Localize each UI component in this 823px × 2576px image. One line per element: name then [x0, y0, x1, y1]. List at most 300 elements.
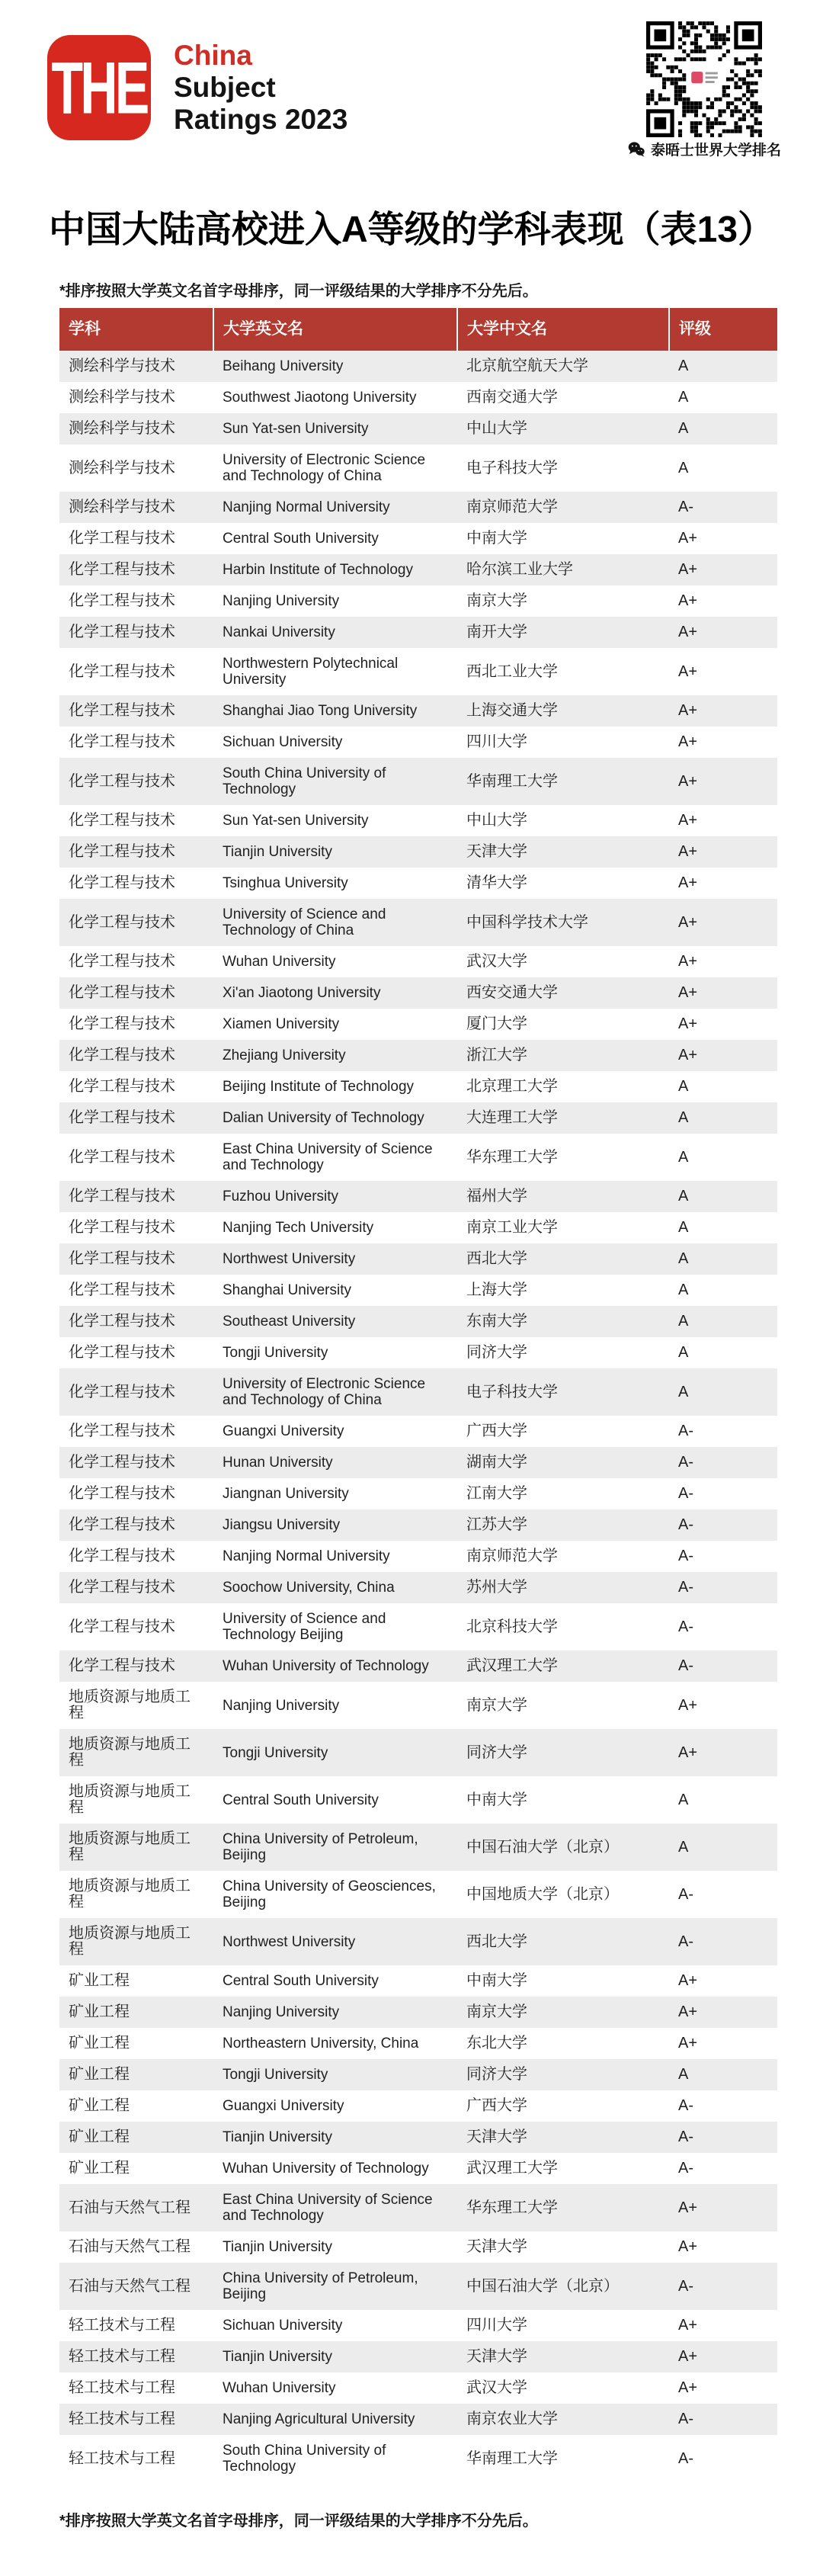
table-row [59, 2310, 777, 2341]
university-zh-cell: 中国石油大学（北京） [466, 1838, 619, 1856]
subject-cell: 化学工程与技术 [69, 1485, 175, 1502]
subject-cell: 化学工程与技术 [69, 1548, 175, 1564]
subject-cell: 石油与天然气工程 [69, 2199, 191, 2216]
subject-cell: 矿业工程 [69, 2003, 130, 2020]
table-row [59, 1275, 777, 1306]
table-row [59, 2153, 777, 2184]
university-en-cell: Sichuan University [223, 2318, 343, 2334]
rating-cell: A+ [678, 624, 698, 640]
table-row [59, 523, 777, 554]
table-row [59, 2028, 777, 2059]
university-en-cell: Sun Yat-sen University [223, 421, 369, 437]
ratings-table [59, 308, 777, 2482]
header [0, 0, 823, 174]
table-row [59, 1509, 777, 1541]
subject-cell: 化学工程与技术 [69, 561, 175, 578]
table-row [59, 1102, 777, 1134]
rating-cell: A- [678, 1423, 693, 1439]
university-en-cell: Wuhan University [223, 2380, 336, 2396]
university-zh-cell: 东南大学 [466, 1313, 527, 1330]
university-en-cell: Sun Yat-sen University [223, 813, 369, 829]
brand-line-subject: Subject [174, 72, 276, 103]
university-en-cell: Central South University [223, 1792, 379, 1808]
table-row [59, 1181, 777, 1212]
rating-cell: A+ [678, 843, 698, 860]
qr-caption [590, 139, 818, 159]
table-row [59, 1729, 777, 1776]
subject-cell: 化学工程与技术 [69, 1383, 175, 1400]
university-en-cell: Hunan University [223, 1455, 333, 1471]
university-en-cell: Southeast University [223, 1314, 356, 1330]
university-zh-cell: 北京航空航天大学 [466, 358, 588, 374]
university-en-cell: Harbin Institute of Technology [223, 562, 413, 578]
university-en-cell: Wuhan University of Technology [223, 2161, 429, 2177]
table-row [59, 2090, 777, 2122]
rating-cell: A [678, 1344, 689, 1361]
university-en-cell: Southwest Jiaotong University [223, 390, 417, 406]
university-en-cell: Sichuan University [223, 734, 343, 750]
table-row [59, 899, 777, 946]
table-row [59, 1243, 777, 1275]
university-zh-cell: 厦门大学 [466, 1015, 527, 1032]
rating-cell: A+ [678, 984, 698, 1001]
subject-cell: 化学工程与技术 [69, 874, 175, 891]
table-row [59, 1776, 777, 1824]
rating-cell: A+ [678, 530, 698, 547]
university-zh-cell: 同济大学 [466, 1744, 527, 1761]
university-zh-cell: 江南大学 [466, 1485, 527, 1502]
university-zh-cell: 苏州大学 [466, 1579, 527, 1596]
subject-cell: 矿业工程 [69, 2128, 130, 2145]
subject-cell: 化学工程与技术 [69, 1219, 175, 1236]
table-row [59, 1009, 777, 1040]
subject-cell: 化学工程与技术 [69, 1579, 175, 1596]
subject-cell: 轻工技术与工程 [69, 2317, 175, 2334]
university-en-cell: University of Electronic Science and Technology of China [223, 452, 426, 484]
subject-cell: 化学工程与技术 [69, 953, 175, 970]
rating-cell: A [678, 1838, 689, 1856]
university-zh-cell: 中山大学 [466, 420, 527, 437]
table-row [59, 1871, 777, 1918]
the-logo-text: THE [51, 47, 147, 129]
university-en-cell: University of Electronic Science and Technology of China [223, 1376, 426, 1408]
table-row [59, 1997, 777, 2028]
qr-caption-text: 泰晤士世界大学排名 [650, 143, 781, 159]
brand-wordmark [174, 40, 347, 136]
table-row [59, 836, 777, 868]
university-en-cell: Shanghai University [223, 1282, 351, 1298]
rating-cell: A- [678, 1885, 693, 1903]
subject-cell: 化学工程与技术 [69, 733, 175, 750]
university-en-cell: East China University of Science and Technology [223, 1141, 433, 1173]
rating-cell: A- [678, 1454, 693, 1471]
university-zh-cell: 同济大学 [466, 1344, 527, 1361]
university-en-cell: Tongji University [223, 1744, 328, 1761]
subject-cell: 化学工程与技术 [69, 984, 175, 1001]
university-zh-cell: 华东理工大学 [466, 2199, 558, 2216]
table-row [59, 1337, 777, 1368]
rating-cell: A [678, 1109, 689, 1126]
subject-cell: 化学工程与技术 [69, 1282, 175, 1298]
table-row [59, 2404, 777, 2435]
rating-cell: A [678, 1383, 689, 1400]
university-zh-cell: 湖南大学 [466, 1454, 527, 1471]
table-row [59, 2341, 777, 2372]
table-row [59, 1447, 777, 1478]
university-zh-cell: 武汉理工大学 [466, 2160, 558, 2177]
university-en-cell: Nanjing Agricultural University [223, 2411, 415, 2427]
subject-cell: 化学工程与技术 [69, 702, 175, 719]
rating-cell: A+ [678, 1696, 698, 1714]
rating-cell: A- [678, 1516, 693, 1533]
university-zh-cell: 北京理工大学 [466, 1078, 558, 1095]
rating-cell: A+ [678, 2379, 698, 2396]
subject-cell: 地质资源与地质工程 [69, 1878, 191, 1910]
table-row [59, 382, 777, 413]
rating-cell: A+ [678, 874, 698, 891]
university-en-cell: Guangxi University [223, 2098, 344, 2114]
rating-cell: A- [678, 1548, 693, 1564]
subject-cell: 轻工技术与工程 [69, 2449, 175, 2467]
table-row [59, 1040, 777, 1071]
rating-cell: A+ [678, 592, 698, 609]
subject-cell: 化学工程与技术 [69, 1313, 175, 1330]
university-zh-cell: 上海大学 [466, 1282, 527, 1298]
rating-cell: A [678, 1078, 689, 1095]
rating-cell: A [678, 2066, 689, 2083]
university-en-cell: Nankai University [223, 624, 335, 640]
university-zh-cell: 四川大学 [466, 2317, 527, 2334]
university-zh-cell: 武汉大学 [466, 2379, 527, 2396]
table-row [59, 1368, 777, 1416]
university-en-cell: Nanjing Normal University [223, 499, 390, 515]
university-en-cell: Nanjing University [223, 593, 340, 609]
university-en-cell: Northwestern Polytechnical University [223, 656, 399, 688]
rating-cell: A [678, 389, 689, 406]
university-en-cell: Wuhan University [223, 954, 336, 970]
table-row [59, 1306, 777, 1337]
subject-cell: 测绘科学与技术 [69, 389, 175, 406]
table-row [59, 2122, 777, 2153]
university-zh-cell: 同济大学 [466, 2066, 527, 2083]
rating-cell: A+ [678, 733, 698, 750]
university-zh-cell: 天津大学 [466, 2238, 527, 2255]
university-en-cell: South China University of Technology [223, 2443, 386, 2475]
subject-cell: 化学工程与技术 [69, 1109, 175, 1126]
subject-cell: 矿业工程 [69, 2160, 130, 2177]
subject-cell: 化学工程与技术 [69, 913, 175, 931]
page-title: 中国大陆高校进入A等级的学科表现（表13） [48, 210, 775, 250]
university-en-cell: Tongji University [223, 1345, 328, 1361]
university-en-cell: Nanjing University [223, 2004, 340, 2020]
rating-cell: A- [678, 2160, 693, 2177]
table-row [59, 2184, 777, 2231]
university-en-cell: China University of Petroleum, Beijing [223, 1831, 418, 1863]
table-row [59, 492, 777, 523]
university-zh-cell: 中国石油大学（北京） [466, 2277, 619, 2295]
subject-cell: 化学工程与技术 [69, 662, 175, 680]
university-zh-cell: 中南大学 [466, 1972, 527, 1989]
subject-cell: 化学工程与技术 [69, 530, 175, 547]
table-row [59, 351, 777, 382]
university-zh-cell: 南京师范大学 [466, 499, 558, 515]
university-zh-cell: 南京工业大学 [466, 1219, 558, 1236]
university-zh-cell: 广西大学 [466, 1423, 527, 1439]
rating-cell: A+ [678, 772, 698, 790]
university-zh-cell: 西安交通大学 [466, 984, 558, 1001]
subject-cell: 轻工技术与工程 [69, 2379, 175, 2396]
subject-cell: 化学工程与技术 [69, 1454, 175, 1471]
table-row [59, 695, 777, 727]
university-zh-cell: 电子科技大学 [466, 1383, 558, 1400]
university-zh-cell: 天津大学 [466, 2348, 527, 2365]
qr-code [646, 21, 762, 137]
rating-cell: A [678, 358, 689, 374]
table-row [59, 1918, 777, 1965]
subject-cell: 化学工程与技术 [69, 1015, 175, 1032]
table-row [59, 1212, 777, 1243]
university-en-cell: Tongji University [223, 2067, 328, 2083]
rating-cell: A- [678, 2411, 693, 2427]
wechat-icon [627, 140, 645, 159]
rating-cell: A [678, 1791, 689, 1808]
university-zh-cell: 西北大学 [466, 1933, 527, 1950]
university-zh-cell: 华南理工大学 [466, 2449, 558, 2467]
subject-cell: 化学工程与技术 [69, 1344, 175, 1361]
table-row [59, 1541, 777, 1572]
column-header-subject: 学科 [59, 308, 213, 351]
university-en-cell: Jiangsu University [223, 1517, 341, 1533]
brand-line-ratings: Ratings 2023 [174, 104, 348, 135]
university-zh-cell: 哈尔滨工业大学 [466, 561, 573, 578]
the-logo [47, 35, 151, 140]
table-row [59, 758, 777, 805]
university-zh-cell: 福州大学 [466, 1188, 527, 1205]
university-en-cell: Tianjin University [223, 2349, 332, 2365]
table-row [59, 1651, 777, 1682]
table-row [59, 2263, 777, 2310]
rating-cell: A+ [678, 2003, 698, 2020]
subject-cell: 化学工程与技术 [69, 1047, 175, 1063]
table-row [59, 1071, 777, 1102]
subject-cell: 测绘科学与技术 [69, 459, 175, 476]
subject-cell: 石油与天然气工程 [69, 2238, 191, 2255]
university-zh-cell: 北京科技大学 [466, 1618, 558, 1635]
rating-cell: A [678, 459, 689, 476]
university-zh-cell: 武汉理工大学 [466, 1657, 558, 1674]
subject-cell: 地质资源与地质工程 [69, 1736, 191, 1769]
rating-cell: A+ [678, 1744, 698, 1761]
university-zh-cell: 中国科学技术大学 [466, 913, 588, 931]
university-zh-cell: 中国地质大学（北京） [466, 1885, 619, 1903]
rating-cell: A+ [678, 1047, 698, 1063]
rating-cell: A+ [678, 702, 698, 719]
university-en-cell: Guangxi University [223, 1423, 344, 1439]
university-en-cell: Northwest University [223, 1933, 356, 1950]
university-en-cell: Tianjin University [223, 844, 332, 860]
subject-cell: 化学工程与技术 [69, 624, 175, 640]
university-zh-cell: 南京大学 [466, 592, 527, 609]
rating-cell: A [678, 1313, 689, 1330]
subject-cell: 矿业工程 [69, 2035, 130, 2051]
table-row [59, 617, 777, 648]
rating-cell: A [678, 1219, 689, 1236]
university-zh-cell: 华南理工大学 [466, 772, 558, 790]
university-en-cell: Zhejiang University [223, 1047, 346, 1063]
table-row [59, 413, 777, 444]
table-row [59, 444, 777, 492]
subject-cell: 化学工程与技术 [69, 1078, 175, 1095]
subject-cell: 地质资源与地质工程 [69, 1689, 191, 1721]
rating-cell: A+ [678, 561, 698, 578]
university-en-cell: Wuhan University of Technology [223, 1658, 429, 1674]
rating-cell: A+ [678, 953, 698, 970]
rating-cell: A- [678, 1657, 693, 1674]
table-row [59, 554, 777, 585]
subject-cell: 矿业工程 [69, 2066, 130, 2083]
university-zh-cell: 南开大学 [466, 624, 527, 640]
table-row [59, 2059, 777, 2090]
rating-cell: A+ [678, 2348, 698, 2365]
table-row [59, 1682, 777, 1729]
table-header-row [59, 308, 777, 351]
subject-cell: 石油与天然气工程 [69, 2277, 191, 2295]
university-zh-cell: 南京农业大学 [466, 2411, 558, 2427]
subject-cell: 化学工程与技术 [69, 843, 175, 860]
sort-note-bottom: *排序按照大学英文名首字母排序，同一评级结果的大学排序不分先后。 [59, 2513, 538, 2529]
university-zh-cell: 南京大学 [466, 1696, 527, 1714]
subject-cell: 化学工程与技术 [69, 1250, 175, 1267]
university-en-cell: Beijing Institute of Technology [223, 1079, 415, 1095]
column-header-university-en: 大学英文名 [213, 308, 457, 351]
university-zh-cell: 上海交通大学 [466, 702, 558, 719]
university-zh-cell: 武汉大学 [466, 953, 527, 970]
rating-cell: A+ [678, 1972, 698, 1989]
university-zh-cell: 中南大学 [466, 1791, 527, 1808]
subject-cell: 化学工程与技术 [69, 812, 175, 829]
table-row [59, 1824, 777, 1871]
rating-cell: A [678, 1148, 689, 1166]
university-en-cell: Dalian University of Technology [223, 1110, 424, 1126]
rating-cell: A- [678, 2449, 693, 2467]
subject-cell: 矿业工程 [69, 1972, 130, 1989]
rating-cell: A+ [678, 2199, 698, 2216]
rating-cell: A- [678, 499, 693, 515]
rating-cell: A- [678, 1933, 693, 1950]
university-en-cell: University of Science and Technology Beijing [223, 1611, 386, 1643]
subject-cell: 测绘科学与技术 [69, 420, 175, 437]
subject-cell: 化学工程与技术 [69, 1188, 175, 1205]
rating-cell: A+ [678, 2238, 698, 2255]
university-zh-cell: 南京师范大学 [466, 1548, 558, 1564]
subject-cell: 测绘科学与技术 [69, 358, 175, 374]
rating-cell: A+ [678, 662, 698, 680]
table-row [59, 1478, 777, 1509]
subject-cell: 地质资源与地质工程 [69, 1925, 191, 1958]
university-en-cell: Nanjing University [223, 1697, 340, 1714]
university-en-cell: Tsinghua University [223, 875, 348, 891]
rating-cell: A+ [678, 2035, 698, 2051]
subject-cell: 地质资源与地质工程 [69, 1783, 191, 1816]
subject-cell: 化学工程与技术 [69, 1148, 175, 1166]
university-en-cell: Xiamen University [223, 1016, 340, 1032]
university-en-cell: China University of Geosciences, Beijing [223, 1878, 436, 1910]
university-zh-cell: 南京大学 [466, 2003, 527, 2020]
subject-cell: 轻工技术与工程 [69, 2348, 175, 2365]
university-en-cell: Central South University [223, 531, 379, 547]
university-zh-cell: 浙江大学 [466, 1047, 527, 1063]
university-en-cell: Xi'an Jiaotong University [223, 985, 381, 1001]
rating-cell: A [678, 1282, 689, 1298]
table-row [59, 946, 777, 977]
subject-cell: 化学工程与技术 [69, 772, 175, 790]
university-zh-cell: 广西大学 [466, 2097, 527, 2114]
university-zh-cell: 西北工业大学 [466, 662, 558, 680]
rating-cell: A- [678, 2277, 693, 2295]
table-row [59, 2435, 777, 2482]
table-row [59, 727, 777, 758]
university-zh-cell: 东北大学 [466, 2035, 527, 2051]
table-row [59, 1572, 777, 1603]
university-zh-cell: 华东理工大学 [466, 1148, 558, 1166]
subject-cell: 化学工程与技术 [69, 592, 175, 609]
university-zh-cell: 天津大学 [466, 843, 527, 860]
university-zh-cell: 大连理工大学 [466, 1109, 558, 1126]
university-en-cell: China University of Petroleum, Beijing [223, 2270, 418, 2302]
column-header-rating: 评级 [669, 308, 777, 351]
university-en-cell: University of Science and Technology of China [223, 906, 386, 938]
rating-cell: A+ [678, 1015, 698, 1032]
column-header-university-zh: 大学中文名 [457, 308, 669, 351]
university-en-cell: Nanjing Normal University [223, 1548, 390, 1564]
table-row [59, 977, 777, 1009]
university-zh-cell: 天津大学 [466, 2128, 527, 2145]
sort-note-top: *排序按照大学英文名首字母排序，同一评级结果的大学排序不分先后。 [59, 283, 538, 300]
university-zh-cell: 中山大学 [466, 812, 527, 829]
university-en-cell: Northeastern University, China [223, 2035, 419, 2051]
subject-cell: 化学工程与技术 [69, 1618, 175, 1635]
university-zh-cell: 西北大学 [466, 1250, 527, 1267]
rating-cell: A- [678, 2097, 693, 2114]
university-zh-cell: 西南交通大学 [466, 389, 558, 406]
university-en-cell: South China University of Technology [223, 765, 386, 797]
table-row [59, 1416, 777, 1447]
rating-cell: A [678, 420, 689, 437]
university-en-cell: Jiangnan University [223, 1486, 349, 1502]
rating-cell: A [678, 1250, 689, 1267]
university-zh-cell: 电子科技大学 [466, 459, 558, 476]
subject-cell: 化学工程与技术 [69, 1516, 175, 1533]
rating-cell: A- [678, 1485, 693, 1502]
brand-line-china: China [174, 40, 252, 71]
subject-cell: 测绘科学与技术 [69, 499, 175, 515]
university-zh-cell: 清华大学 [466, 874, 527, 891]
subject-cell: 化学工程与技术 [69, 1423, 175, 1439]
subject-cell: 地质资源与地质工程 [69, 1830, 191, 1863]
table-row [59, 805, 777, 836]
rating-cell: A+ [678, 913, 698, 931]
university-en-cell: Tianjin University [223, 2239, 332, 2255]
university-zh-cell: 四川大学 [466, 733, 527, 750]
university-en-cell: Beihang University [223, 358, 344, 374]
ratings-table-body [59, 351, 777, 2482]
table-row [59, 585, 777, 617]
university-zh-cell: 江苏大学 [466, 1516, 527, 1533]
university-en-cell: Northwest University [223, 1251, 356, 1267]
university-en-cell: Shanghai Jiao Tong University [223, 703, 418, 719]
rating-cell: A- [678, 1618, 693, 1635]
table-row [59, 1965, 777, 1997]
